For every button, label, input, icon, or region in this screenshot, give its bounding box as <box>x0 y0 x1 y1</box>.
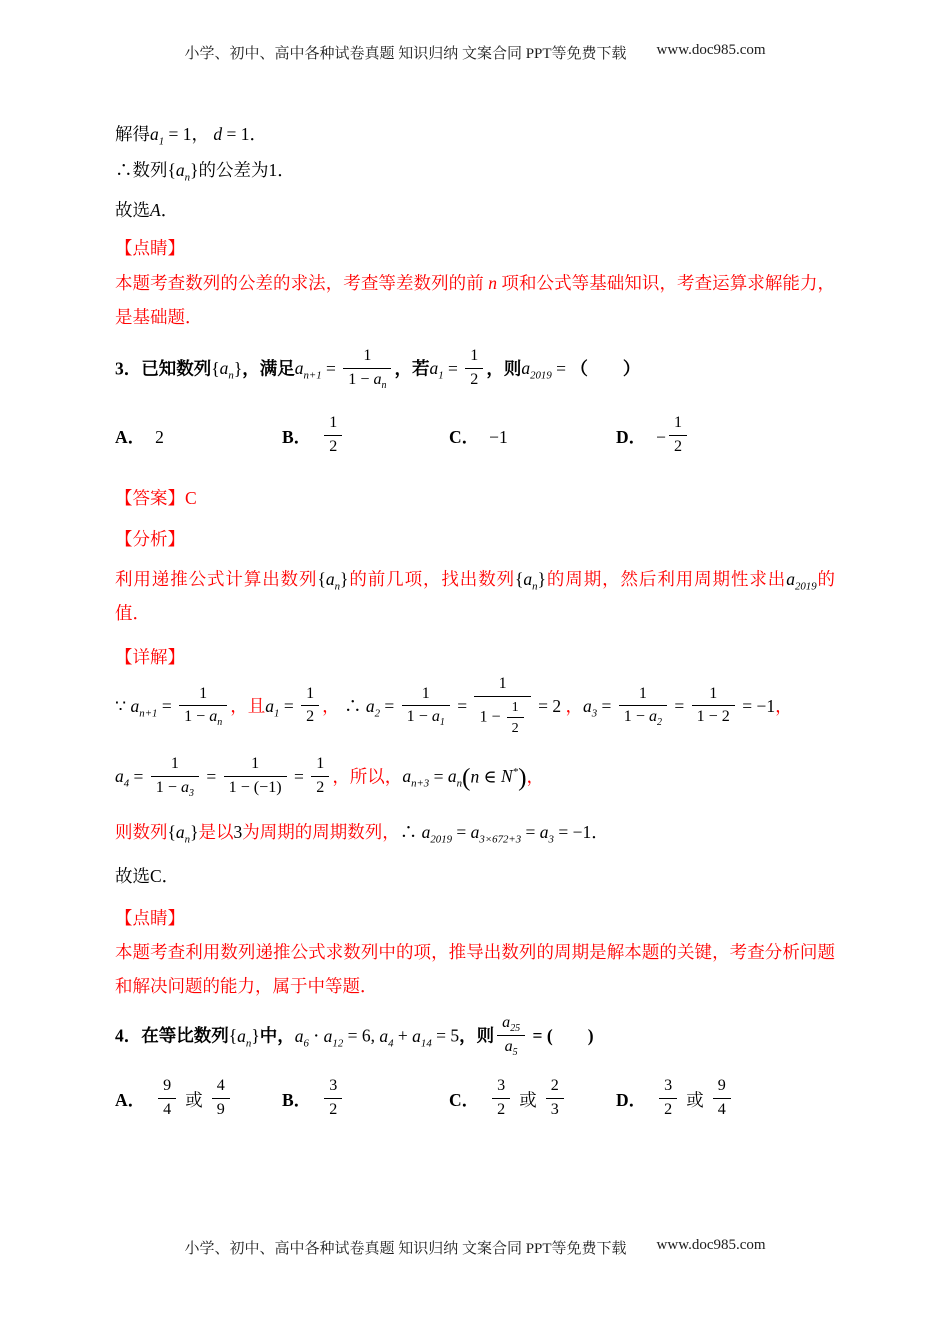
text-run: 为周期的周期数列， <box>242 821 400 842</box>
math-text: 1 <box>251 754 260 772</box>
math-text: −1 <box>489 426 508 447</box>
math-text: = <box>289 766 309 787</box>
math-variable: $a_n$ <box>175 160 191 184</box>
fraction-numerator <box>659 1076 677 1099</box>
fraction-numerator <box>492 1076 510 1099</box>
math-text: ( <box>462 763 471 792</box>
text-run: 【点睛】 <box>115 238 185 259</box>
math-text: 2 <box>470 370 479 388</box>
fraction <box>224 754 287 799</box>
math-variable: $a_1$ <box>429 358 444 382</box>
para-detail-3 <box>115 815 835 849</box>
text-run: 【详解】 <box>115 646 185 667</box>
option-label-A: A． <box>115 426 146 447</box>
math-variable: d <box>213 124 223 144</box>
math-text: 1 <box>421 684 430 702</box>
label-dianjing-2 <box>115 901 835 935</box>
math-variable: $a_{12}$ <box>323 1025 344 1050</box>
option-A <box>115 1078 282 1123</box>
math-variable: $a_1$ <box>265 695 280 720</box>
text-run: ． <box>249 124 268 144</box>
text-run: ，则 <box>459 1025 495 1046</box>
fraction-denominator <box>692 706 735 728</box>
math-text: = <box>452 695 472 716</box>
math-variable: $a_{2019}$ <box>786 568 817 593</box>
fraction-numerator <box>179 684 227 707</box>
math-variable: $a_n$ <box>209 708 223 729</box>
fraction <box>474 674 530 738</box>
fraction <box>343 346 391 391</box>
math-text: 1 <box>363 346 372 364</box>
math-text: = 2 <box>533 695 562 716</box>
text-run: 的周期，然后利用周期性求出 <box>546 568 787 589</box>
math-text: 3 <box>664 1077 673 1095</box>
fraction-denominator <box>179 706 227 728</box>
math-text: 1 <box>674 413 683 431</box>
page-header <box>0 0 950 63</box>
fraction-numerator <box>465 346 483 369</box>
fraction <box>546 1076 564 1121</box>
fraction-denominator <box>301 706 319 728</box>
math-variable: $a_5$ <box>504 1038 518 1059</box>
math-text: 9 <box>163 1077 172 1095</box>
line-solve-result <box>115 117 835 151</box>
text-run: 的前几项，找出数列 <box>348 568 516 589</box>
math-text: } <box>251 1025 260 1046</box>
math-text: = <box>669 695 689 716</box>
fraction <box>659 1076 677 1121</box>
fraction-denominator <box>465 369 483 391</box>
math-text: 4 <box>163 1101 172 1119</box>
text-run: 或 <box>686 1090 704 1111</box>
text-run: ， <box>526 766 545 787</box>
fraction <box>497 1013 525 1058</box>
fraction-denominator <box>492 1099 510 1121</box>
option-label-B: B． <box>282 426 312 447</box>
math-variable: $a_{25}$ <box>502 1014 521 1035</box>
math-text: = <box>429 766 448 787</box>
fraction-numerator <box>151 754 199 777</box>
option-D <box>616 1078 835 1123</box>
option-label-D: D． <box>616 426 647 447</box>
math-variable: $a_n$ <box>373 370 387 391</box>
math-variable: $a_{14}$ <box>412 1025 432 1050</box>
fraction <box>669 413 687 458</box>
option-B <box>282 415 449 460</box>
math-text: = <box>597 695 616 716</box>
math-text: { <box>228 1025 238 1046</box>
math-text: = <box>129 766 148 787</box>
fraction-numerator <box>212 1076 230 1099</box>
fraction <box>324 1076 342 1121</box>
math-text: 1 <box>316 754 325 772</box>
math-variable: $a_3$ <box>539 821 554 846</box>
text-run: 【点睛】 <box>115 907 185 928</box>
fraction-numerator <box>669 413 687 436</box>
math-text: 1 <box>498 675 507 693</box>
text-run: ，若 <box>394 358 430 379</box>
math-text: = <box>443 358 463 379</box>
fraction-denominator <box>311 777 329 799</box>
math-text: ∴ <box>399 821 422 842</box>
text-run: 解得 <box>115 124 150 144</box>
text-run: 故选 <box>115 200 150 221</box>
text-run: = ( ) <box>528 1025 594 1046</box>
math-text: = <box>521 821 540 842</box>
options-q4 <box>115 1078 835 1123</box>
fraction-denominator <box>324 1099 342 1121</box>
text-run: ，且 <box>230 695 266 716</box>
math-variable: n <box>488 272 497 293</box>
math-variable: $a_{n+3}$ <box>402 766 430 790</box>
fraction-denominator <box>474 697 530 738</box>
math-text: { <box>167 821 176 842</box>
math-text: 1 − <box>406 708 432 726</box>
text-run: ． <box>160 200 179 221</box>
fraction <box>301 684 319 729</box>
option-A <box>115 425 282 450</box>
math-text: { <box>515 568 524 589</box>
math-text: 2 <box>664 1101 673 1119</box>
option-label-A: A． <box>115 1090 146 1111</box>
math-text: = <box>551 358 571 379</box>
text-run: 项和公式等基础知识，考查运算求解能力，是基础题． <box>115 272 836 327</box>
fraction-denominator <box>669 436 687 458</box>
math-text: 1 <box>638 684 647 702</box>
math-variable: $a_1$ <box>150 124 165 148</box>
math-text: 2 <box>155 426 164 447</box>
option-label-D: D． <box>616 1090 647 1111</box>
math-text: 4 <box>717 1101 726 1119</box>
fraction-numerator <box>497 1013 525 1036</box>
fraction-denominator <box>212 1099 230 1121</box>
math-text: { <box>167 160 176 181</box>
math-variable: $a_{2019}$ <box>521 358 552 382</box>
fraction-numerator <box>692 684 735 707</box>
math-text: ∵ <box>115 695 131 716</box>
math-variable: N* <box>500 766 519 787</box>
math-variable: $a_n$ <box>325 568 341 593</box>
fraction-denominator <box>497 1036 525 1058</box>
math-text: = −1 <box>553 821 592 842</box>
label-fenxi <box>115 522 835 556</box>
math-text: 1 <box>511 698 519 715</box>
math-text: = <box>202 766 221 787</box>
label-xiangjie <box>115 640 835 674</box>
math-text: − <box>656 426 667 447</box>
line-common-difference <box>115 153 835 187</box>
option-C <box>449 425 616 450</box>
math-text: 9 <box>216 1101 225 1119</box>
math-text: 1 − <box>623 708 649 726</box>
text-run: ，所以， <box>332 766 403 787</box>
fraction <box>311 754 329 799</box>
math-text: 2 <box>329 1101 338 1119</box>
fraction-numerator <box>507 698 524 718</box>
fraction <box>619 684 667 729</box>
math-text: 1 <box>470 346 479 364</box>
fraction <box>158 1076 176 1121</box>
fraction-numerator <box>301 684 319 707</box>
header-site-link[interactable]: www.doc985.com <box>656 42 766 58</box>
math-variable: $a_3$ <box>582 695 598 720</box>
math-variable: $a_n$ <box>237 1025 252 1050</box>
option-label-B: B． <box>282 1090 312 1111</box>
math-variable: $a_n$ <box>175 821 191 846</box>
text-run: 本题考查利用数列递推公式求数列中的项，推导出数列的周期是解本题的关键，考查分析问题和解决问题的能力，属于中等题． <box>115 942 835 997</box>
math-variable: $a_1$ <box>431 708 445 729</box>
text-run: ，满足 <box>242 358 295 379</box>
math-text: = <box>452 821 471 842</box>
fraction-denominator <box>343 369 391 391</box>
fraction-denominator <box>659 1099 677 1121</box>
fraction <box>465 346 483 391</box>
footer-site-link[interactable]: www.doc985.com <box>656 1237 766 1253</box>
math-variable: $a_{n+1}$ <box>294 358 322 382</box>
math-text: 3 <box>497 1077 506 1095</box>
math-variable: $a_2$ <box>365 695 381 720</box>
math-text: 1 − <box>184 708 210 726</box>
text-run: 则数列 <box>115 821 168 842</box>
para-detail-1 <box>115 676 835 740</box>
fraction <box>492 1076 510 1121</box>
fraction-numerator <box>546 1076 564 1099</box>
text-run: 3．已知数列 <box>115 358 212 379</box>
math-text: 1 <box>306 684 315 702</box>
text-run: 或 <box>519 1090 537 1111</box>
fraction <box>212 1076 230 1121</box>
math-text: = 5 <box>431 1025 460 1046</box>
text-run: ，则 <box>486 358 522 379</box>
math-text: ) <box>518 763 527 792</box>
header-text: 小学、初中、高中各种试卷真题 知识归纳 文案合同 PPT等免费下载 <box>184 46 627 62</box>
text-run: 是以 <box>198 821 234 842</box>
math-text: 3 <box>550 1101 559 1119</box>
math-variable: $a_4$ <box>379 1025 394 1050</box>
math-text: = <box>157 695 177 716</box>
fraction <box>713 1076 731 1121</box>
fraction-denominator <box>224 777 287 799</box>
fraction-numerator <box>158 1076 176 1099</box>
math-text: = 1 <box>164 124 192 144</box>
para-dianjing-2 <box>115 935 835 1003</box>
fraction <box>507 698 524 738</box>
math-variable: $a_n$ <box>447 766 463 790</box>
question-3 <box>115 348 835 393</box>
math-text: = <box>321 358 341 379</box>
fraction <box>324 413 342 458</box>
math-variable: $a_4$ <box>115 766 130 790</box>
fraction-numerator <box>311 754 329 777</box>
fraction <box>151 754 199 799</box>
fraction-numerator <box>619 684 667 707</box>
math-text: 1 − (−1) <box>228 778 282 796</box>
math-text: 1 <box>170 754 179 772</box>
text-run: ∴数列 <box>115 160 168 181</box>
math-text: 9 <box>717 1077 726 1095</box>
option-C <box>449 1078 616 1123</box>
line-choose-c <box>115 859 835 893</box>
math-text: } <box>190 821 199 842</box>
para-detail-2 <box>115 756 835 801</box>
fraction-numerator <box>224 754 287 777</box>
math-text: = −1 <box>737 695 776 716</box>
label-dianjing-1 <box>115 231 835 265</box>
fraction-denominator <box>507 718 524 737</box>
fraction-denominator <box>151 777 199 799</box>
math-text: 2 <box>316 778 325 796</box>
math-text: ⋅ <box>308 1025 324 1046</box>
math-variable: $a_{3\times 672+3}$ <box>470 821 522 846</box>
math-text: = <box>279 695 299 716</box>
math-text: } <box>233 358 243 379</box>
footer-text: 小学、初中、高中各种试卷真题 知识归纳 文案合同 PPT等免费下载 <box>184 1241 627 1257</box>
fraction-denominator <box>619 706 667 728</box>
math-text: 1 <box>199 684 208 702</box>
text-run: ， <box>322 695 340 716</box>
math-text: } <box>190 160 199 181</box>
math-text: + <box>393 1025 413 1046</box>
fraction-numerator <box>474 674 530 697</box>
fraction-numerator <box>713 1076 731 1099</box>
math-variable: $a_n$ <box>523 568 538 593</box>
fraction <box>402 684 450 729</box>
text-run: 【答案】C <box>115 488 197 509</box>
math-variable: $a_3$ <box>180 778 194 799</box>
page-footer <box>0 1237 950 1258</box>
fraction-numerator <box>343 346 391 369</box>
math-text: 2 <box>497 1101 506 1119</box>
fraction-denominator <box>713 1099 731 1121</box>
fraction-denominator <box>546 1099 564 1121</box>
math-text: 1 − <box>479 708 505 726</box>
math-variable: $a_{2019}$ <box>421 821 453 846</box>
para-fenxi <box>115 562 835 630</box>
math-text: 2 <box>329 437 338 455</box>
text-run: ， <box>561 695 583 716</box>
fraction-numerator <box>324 1076 342 1099</box>
math-text: 3 <box>329 1077 338 1095</box>
math-text: ∴ <box>339 695 366 716</box>
math-text: { <box>317 568 326 589</box>
math-text: ∈ <box>479 766 501 787</box>
line-choose-a <box>115 193 835 227</box>
fraction-denominator <box>324 436 342 458</box>
math-text: 2 <box>550 1077 559 1095</box>
math-variable: $a_6$ <box>294 1025 309 1050</box>
math-variable: n <box>470 766 480 787</box>
math-text: { <box>211 358 220 379</box>
fraction-denominator <box>402 706 450 728</box>
math-text: 1 − <box>348 370 374 388</box>
math-text: = <box>380 695 399 716</box>
math-text: } <box>340 568 349 589</box>
option-label-C: C． <box>449 1090 480 1111</box>
text-run: 的公差为1． <box>198 160 295 181</box>
math-text: 1 <box>329 413 338 431</box>
text-run: 【分析】 <box>115 528 185 549</box>
math-text: = 1 <box>222 124 250 144</box>
text-run: 利用递推公式计算出数列 <box>115 568 318 589</box>
math-variable: $a_n$ <box>219 358 234 382</box>
text-run: （ ） <box>570 358 641 379</box>
option-B <box>282 1078 449 1123</box>
text-run: 或 <box>185 1090 203 1111</box>
text-run: 4．在等比数列 <box>115 1025 229 1046</box>
question-4 <box>115 1015 835 1060</box>
fraction-numerator <box>324 413 342 436</box>
math-variable: A <box>150 200 161 221</box>
math-text: 2 <box>306 708 315 726</box>
text-run: ， <box>775 695 793 716</box>
math-variable: $a_{n+1}$ <box>130 695 158 720</box>
math-variable: $a_2$ <box>648 708 662 729</box>
math-text: ． <box>591 821 609 842</box>
para-dianjing-1 <box>115 266 835 334</box>
fraction-denominator <box>158 1099 176 1121</box>
math-text: 1 − 2 <box>696 708 730 726</box>
math-text: 3 <box>233 821 243 842</box>
options-q3 <box>115 415 835 460</box>
text-run: 本题考查数列的公差的求法，考查等差数列的前 <box>115 272 489 293</box>
math-text: 1 <box>709 684 718 702</box>
math-text: 4 <box>216 1077 225 1095</box>
math-text: = 6, <box>343 1025 380 1046</box>
math-text: 2 <box>674 437 683 455</box>
document-content <box>0 63 950 1123</box>
text-run: ， <box>191 124 214 144</box>
fraction <box>179 684 227 729</box>
math-text: 1 − <box>155 778 181 796</box>
math-text: 2 <box>511 720 519 737</box>
option-D <box>616 415 835 460</box>
text-run: 中， <box>259 1025 295 1046</box>
text-run: 的值． <box>115 568 836 623</box>
option-label-C: C． <box>449 426 480 447</box>
fraction-numerator <box>402 684 450 707</box>
text-run: 故选C． <box>115 865 180 886</box>
math-text: } <box>537 568 546 589</box>
fraction <box>692 684 735 729</box>
answer-q3 <box>115 481 835 515</box>
